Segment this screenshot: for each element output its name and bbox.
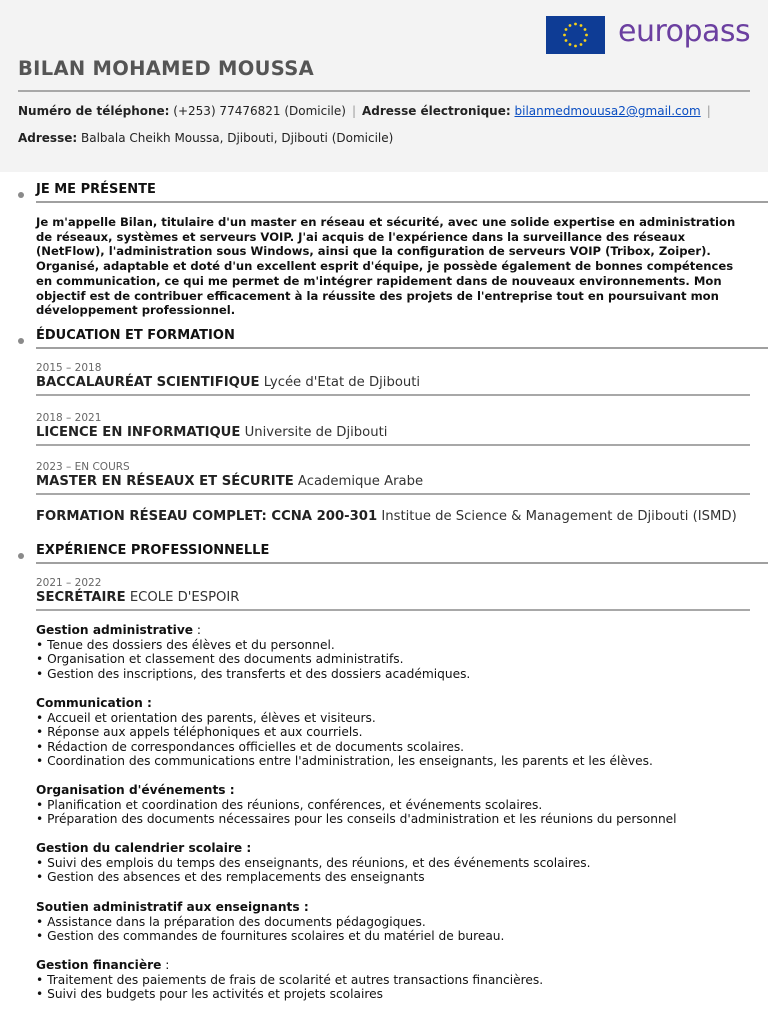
entry-school: Institue de Science & Management de Djibouti (ISMD) <box>381 509 737 524</box>
section-divider <box>36 347 768 349</box>
list-item: • Tenue des dossiers des élèves et du personnel. <box>36 638 750 653</box>
education-entry <box>36 509 750 525</box>
entry-school: Academique Arabe <box>297 474 424 489</box>
eu-flag-icon <box>546 16 605 54</box>
duty-group <box>36 623 750 681</box>
section-bullet-icon <box>18 553 24 559</box>
email-link[interactable]: bilanmedmouusa2@gmail.com <box>514 104 701 118</box>
job-company: ECOLE D'ESPOIR <box>129 590 240 605</box>
candidate-name: BILAN MOHAMED MOUSSA <box>18 57 314 80</box>
entry-date: 2023 – EN COURS <box>36 461 130 473</box>
list-item: • Gestion des inscriptions, des transferts et des dossiers académiques. <box>36 667 750 682</box>
list-item: • Réponse aux appels téléphoniques et aux courriels. <box>36 725 750 740</box>
duty-heading: Soutien administratif aux enseignants : <box>36 900 309 914</box>
job-role: SECRÉTAIRE <box>36 590 126 605</box>
entry-school: Universite de Djibouti <box>244 425 388 440</box>
entry-degree: BACCALAURÉAT SCIENTIFIQUE <box>36 375 260 390</box>
list-item: • Traitement des paiements de frais de scolarité et autres transactions financières. <box>36 973 750 988</box>
address-value: Balbala Cheikh Moussa, Djibouti, Djibouti (Domicile) <box>80 131 394 145</box>
entry-date: 2018 – 2021 <box>36 412 102 424</box>
education-entry <box>36 460 750 495</box>
list-item: • Suivi des emplois du temps des enseignants, des réunions, et des événements scolaires. <box>36 856 750 871</box>
contact-line-1 <box>18 104 717 118</box>
entry-date: 2021 – 2022 <box>36 577 102 589</box>
entry-divider <box>36 444 750 446</box>
list-item: • Gestion des absences et des remplacements des enseignants <box>36 870 750 885</box>
about-text: Je m'appelle Bilan, titulaire d'un master en réseau et sécurité, avec une solide expertise en administration de réseaux, systèmes et serveurs VOIP. J'ai acquis de l'expérience dans la surveillance des réseaux (NetFlow), l'administration sous Windows, ainsi que la configuration de serveurs VOIP (Tribox, Zoiper). Organisé, adaptable et doté d'un excellent esprit d'équipe, je possède également de bonnes compétences en communication, ce qui me permet de m'intégrer rapidement dans de nouveaux environnements. Mon objectif est de contribuer efficacement à la réussite des projets de l'entreprise tout en poursuivant mon développement professionnel. <box>36 215 736 318</box>
duty-group <box>36 841 750 885</box>
list-item: • Organisation et classement des documents administratifs. <box>36 652 750 667</box>
experience-section <box>18 543 750 567</box>
europass-logo <box>546 16 751 54</box>
contact-line-2 <box>18 131 393 145</box>
education-section <box>18 328 750 352</box>
entry-divider <box>36 493 750 495</box>
separator: | <box>706 104 711 118</box>
list-item: • Préparation des documents nécessaires pour les conseils d'administration et les réunions du personnel <box>36 812 750 827</box>
duty-group <box>36 783 750 827</box>
section-title: JE ME PRÉSENTE <box>36 182 156 197</box>
duty-group <box>36 958 750 1002</box>
entry-school: Lycée d'Etat de Djibouti <box>263 375 421 390</box>
duty-heading: Gestion administrative <box>36 623 194 637</box>
list-item: • Rédaction de correspondances officielles et de documents scolaires. <box>36 740 750 755</box>
list-item: • Accueil et orientation des parents, élèves et visiteurs. <box>36 711 750 726</box>
experience-entry <box>36 576 750 611</box>
section-bullet-icon <box>18 192 24 198</box>
duty-heading-suffix: : <box>193 623 202 637</box>
entry-degree: FORMATION RÉSEAU COMPLET: CCNA 200-301 <box>36 509 378 524</box>
list-item: • Coordination des communications entre l'administration, les enseignants, les parents et les élèves. <box>36 754 750 769</box>
separator: | <box>351 104 356 118</box>
entry-divider <box>36 394 750 396</box>
section-title: ÉDUCATION ET FORMATION <box>36 328 235 343</box>
education-entry <box>36 411 750 446</box>
address-label: Adresse: <box>18 131 78 145</box>
list-item: • Assistance dans la préparation des documents pédagogiques. <box>36 915 750 930</box>
duty-heading: Communication : <box>36 696 152 710</box>
duty-heading: Gestion financière <box>36 958 162 972</box>
list-item: • Gestion des commandes de fournitures scolaires et du matériel de bureau. <box>36 929 750 944</box>
phone-value: (+253) 77476821 (Domicile) <box>173 104 346 118</box>
section-title: EXPÉRIENCE PROFESSIONNELLE <box>36 543 270 558</box>
duty-heading: Gestion du calendrier scolaire : <box>36 841 252 855</box>
education-entry <box>36 361 750 396</box>
duty-heading-suffix: : <box>161 958 170 972</box>
section-divider <box>36 201 768 203</box>
about-section <box>18 182 750 206</box>
list-item: • Planification et coordination des réunions, conférences, et événements scolaires. <box>36 798 750 813</box>
duty-heading: Organisation d'événements : <box>36 783 235 797</box>
phone-label: Numéro de téléphone: <box>18 104 170 118</box>
email-label: Adresse électronique: <box>362 104 511 118</box>
section-divider <box>36 562 768 564</box>
entry-degree: LICENCE EN INFORMATIQUE <box>36 425 241 440</box>
section-bullet-icon <box>18 338 24 344</box>
duty-group <box>36 900 750 944</box>
europass-wordmark: europass <box>618 14 751 49</box>
entry-degree: MASTER EN RÉSEAUX ET SÉCURITE <box>36 474 294 489</box>
header <box>0 0 768 172</box>
entry-divider <box>36 609 750 611</box>
name-divider <box>18 90 750 92</box>
list-item: • Suivi des budgets pour les activités et projets scolaires <box>36 987 750 1002</box>
duty-group <box>36 696 750 769</box>
entry-date: 2015 – 2018 <box>36 362 102 374</box>
